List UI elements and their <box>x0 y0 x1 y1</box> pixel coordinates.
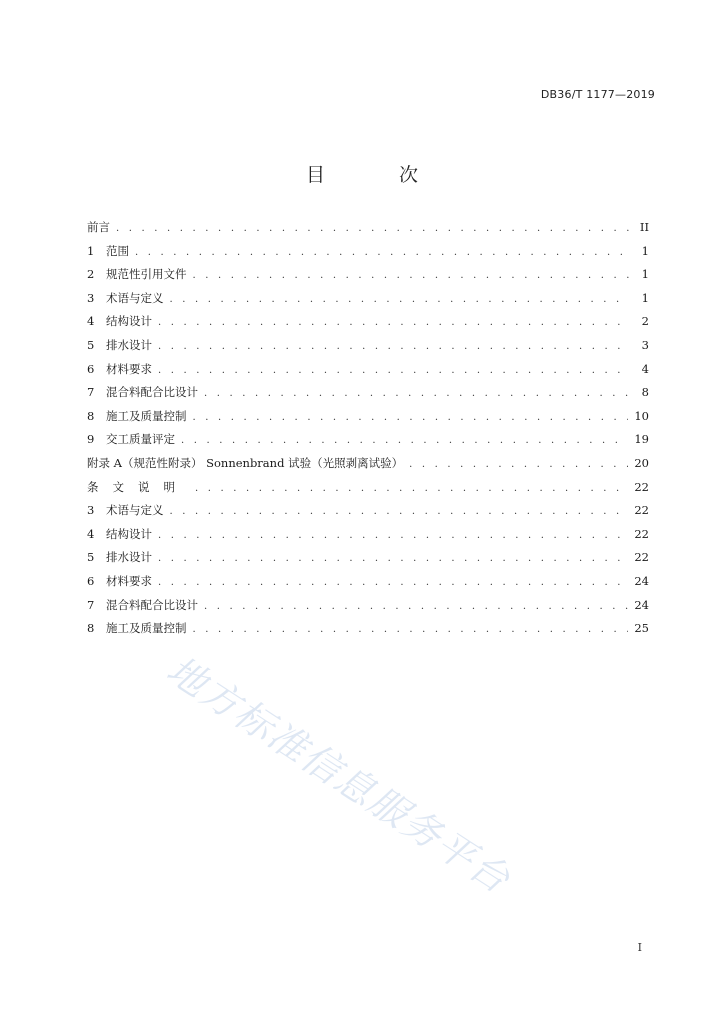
toc-entry[interactable] <box>87 523 649 547</box>
toc-entry-number: 5 <box>87 337 95 352</box>
toc-entry-page: 1 <box>641 243 649 258</box>
toc-entry-label: 材料要求 <box>106 573 152 588</box>
page-title: 目 次 <box>305 164 453 186</box>
toc-entry-label: 术语与定义 <box>106 503 164 518</box>
toc-entry-page: 22 <box>634 503 649 518</box>
toc-entry-page: 24 <box>634 573 649 588</box>
toc-leader-dots <box>193 264 630 287</box>
toc-entry-number: 6 <box>87 361 95 376</box>
toc-entry-number: 8 <box>87 621 95 636</box>
toc-entry-number: 3 <box>87 290 95 305</box>
toc-leader-dots <box>181 429 628 452</box>
toc-entry[interactable] <box>87 263 649 287</box>
toc-leader-dots <box>116 217 629 240</box>
toc-entry[interactable] <box>87 405 649 429</box>
toc-entry-label: 前言 <box>87 220 110 234</box>
document-code: DB36/T 1177—2019 <box>540 88 655 101</box>
toc-leader-dots <box>158 524 628 547</box>
toc-entry-label: 结构设计 <box>106 526 152 541</box>
toc-leader-dots <box>204 595 628 618</box>
toc-entry-page: 1 <box>641 290 649 305</box>
toc-entry-page: 19 <box>634 432 649 447</box>
toc-entry-number: 8 <box>87 408 95 423</box>
toc-entry[interactable] <box>87 594 649 618</box>
toc-entry-label: 附录 A（规范性附录） Sonnenbrand 试验（光照剥离试验） <box>87 455 404 470</box>
toc-entry-page: 24 <box>634 597 649 612</box>
toc-entry-page: II <box>639 220 649 234</box>
toc-entry[interactable] <box>87 310 649 334</box>
table-of-contents <box>87 216 649 641</box>
toc-entry[interactable] <box>87 358 649 382</box>
toc-leader-dots <box>170 288 630 311</box>
toc-entry-label: 混合料配合比设计 <box>106 597 198 612</box>
toc-entry[interactable] <box>87 499 649 523</box>
page-number: I <box>637 941 642 954</box>
toc-entry[interactable] <box>87 452 649 476</box>
toc-entry-label: 规范性引用文件 <box>106 267 187 282</box>
toc-entry-page: 22 <box>634 479 649 494</box>
toc-entry-page: 3 <box>641 337 649 352</box>
toc-entry[interactable] <box>87 334 649 358</box>
toc-leader-dots <box>409 453 628 476</box>
toc-leader-dots <box>135 241 629 264</box>
toc-entry-page: 22 <box>634 526 649 541</box>
toc-entry-number: 4 <box>87 314 95 329</box>
toc-entry-number: 6 <box>87 573 95 588</box>
toc-entry-page: 8 <box>641 385 649 400</box>
toc-leader-dots <box>193 618 629 641</box>
toc-entry-label: 术语与定义 <box>106 290 164 305</box>
toc-entry[interactable] <box>87 240 649 264</box>
toc-leader-dots <box>170 500 629 523</box>
toc-entry-number: 9 <box>87 432 95 447</box>
toc-entry[interactable] <box>87 287 649 311</box>
toc-entry[interactable] <box>87 617 649 641</box>
toc-leader-dots <box>158 335 629 358</box>
toc-entry-number: 7 <box>87 597 95 612</box>
toc-entry-number: 5 <box>87 550 95 565</box>
toc-entry[interactable] <box>87 428 649 452</box>
toc-entry-label: 施工及质量控制 <box>106 408 187 423</box>
toc-entry[interactable] <box>87 476 649 500</box>
toc-leader-dots <box>158 571 628 594</box>
toc-entry-number: 7 <box>87 385 95 400</box>
toc-entry-label: 结构设计 <box>106 314 152 329</box>
toc-entry-label: 混合料配合比设计 <box>106 385 198 400</box>
toc-entry-number: 2 <box>87 267 95 282</box>
toc-entry-label: 排水设计 <box>106 337 152 352</box>
toc-entry-page: 1 <box>641 267 649 282</box>
toc-entry-number: 4 <box>87 526 95 541</box>
toc-entry-page: 22 <box>634 550 649 565</box>
toc-entry-label: 施工及质量控制 <box>106 621 187 636</box>
toc-entry-page: 2 <box>641 314 649 329</box>
toc-entry-page: 20 <box>634 455 649 470</box>
toc-entry[interactable] <box>87 216 649 240</box>
toc-entry-label: 材料要求 <box>106 361 152 376</box>
toc-leader-dots <box>193 406 629 429</box>
toc-entry-label: 交工质量评定 <box>106 432 175 447</box>
toc-leader-dots <box>158 359 629 382</box>
toc-entry[interactable] <box>87 381 649 405</box>
toc-leader-dots <box>158 311 629 334</box>
toc-leader-dots <box>195 477 628 500</box>
toc-entry-number: 1 <box>87 243 95 258</box>
toc-leader-dots <box>158 547 628 570</box>
watermark-text: 地方标准信息服务平台 <box>159 647 519 903</box>
toc-entry[interactable] <box>87 546 649 570</box>
toc-entry-number: 3 <box>87 503 95 518</box>
toc-entry-label: 范围 <box>106 243 129 258</box>
toc-entry-page: 4 <box>641 361 649 376</box>
toc-entry-page: 10 <box>634 408 649 423</box>
toc-entry-page: 25 <box>634 621 649 636</box>
toc-leader-dots <box>204 382 629 405</box>
toc-entry[interactable] <box>87 570 649 594</box>
toc-entry-label: 排水设计 <box>106 550 152 565</box>
toc-entry-label: 条文说明 <box>87 479 189 494</box>
